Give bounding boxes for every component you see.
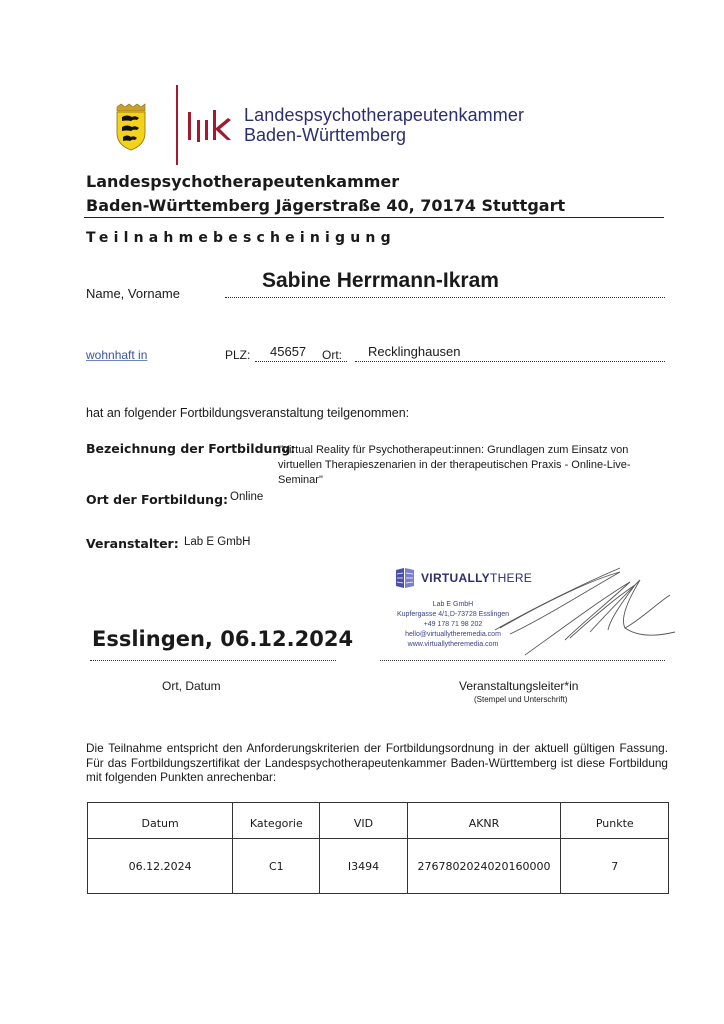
event-title: "Virtual Reality für Psychotherapeut:innen: Grundlagen zum Einsatz von virtuellen Therapieszenarien in der therapeutischen Praxis - Online-Live-Seminar" — [278, 444, 631, 486]
city-label: Ort: — [322, 348, 342, 362]
place-date-caption: Ort, Datum — [162, 679, 221, 693]
plz-label: PLZ: — [225, 348, 251, 362]
stamp-brand-light: THERE — [489, 571, 533, 585]
place-date: Esslingen, 06.12.2024 — [92, 627, 354, 651]
col-header-datum: Datum — [88, 803, 233, 839]
col-header-kategorie: Kategorie — [233, 803, 320, 839]
lpk-logo-icon — [186, 108, 234, 142]
name-label: Name, Vorname — [86, 286, 180, 301]
name-underline — [225, 297, 665, 298]
stamp-brand-bold: VIRTUALLY — [421, 571, 490, 585]
col-header-vid: VID — [320, 803, 407, 839]
stamp-email: hello@virtuallytheremedia.com — [405, 631, 501, 638]
stamp-website: www.virtuallytheremedia.com — [407, 641, 499, 648]
place-date-underline — [90, 660, 336, 661]
eligibility-notice: Die Teilnahme entspricht den Anforderungskriterien der Fortbildungsordnung in der aktuell gültigen Fassung. Für das Fortbildungszertifikat der Landespsychotherapeutenkammer Baden-Württemberg ist diese Fortbildung mit folgenden Punkten anrechenbar: — [86, 741, 668, 784]
signature-underline — [380, 660, 665, 661]
event-location: Online — [230, 491, 264, 503]
logo-text-line1: Landespsychotherapeutenkammer — [244, 105, 525, 125]
leader-caption: Veranstaltungsleiter*in — [459, 679, 579, 693]
participation-intro: hat an folgender Fortbildungsveranstaltung teilgenommen: — [86, 406, 410, 420]
leader-subcaption: (Stempel und Unterschrift) — [474, 695, 568, 704]
table-header-row — [88, 803, 669, 839]
points-table — [87, 802, 669, 894]
document-title: Teilnahmebescheinigung — [86, 230, 396, 246]
organizer-label: Veranstalter: — [86, 536, 179, 551]
stamp-address: Kupfergasse 4/1,D-73728 Esslingen — [396, 611, 510, 618]
participant-name: Sabine Herrmann-Ikram — [262, 269, 499, 292]
handwritten-signature — [470, 560, 680, 660]
coat-of-arms-icon — [113, 103, 149, 151]
city-underline — [355, 361, 665, 362]
plz-value: 45657 — [270, 344, 307, 359]
city-value: Recklinghausen — [368, 344, 461, 359]
org-name: Landespsychotherapeutenkammer — [86, 172, 400, 191]
table-row — [88, 839, 669, 894]
organizer-value: Lab E GmbH — [184, 536, 251, 548]
cell-punkte: 7 — [561, 839, 669, 894]
stamp-phone: +49 178 71 98 202 — [423, 621, 483, 628]
logo-text-line2: Baden-Württemberg — [244, 125, 407, 145]
col-header-punkte: Punkte — [561, 803, 669, 839]
residence-label: wohnhaft in — [86, 348, 148, 362]
col-header-aknr: AKNR — [407, 803, 561, 839]
event-title-label: Bezeichnung der Fortbildung: — [86, 441, 296, 456]
cell-kategorie: C1 — [233, 839, 320, 894]
org-address: Baden-Württemberg Jägerstraße 40, 70174 Stuttgart — [86, 196, 566, 215]
virtuallythere-logo-icon — [394, 566, 416, 590]
header-divider — [84, 217, 664, 218]
cell-aknr: 2767802024020160000 — [407, 839, 561, 894]
logo-divider — [176, 85, 178, 165]
cell-datum: 06.12.2024 — [88, 839, 233, 894]
stamp-company: Lab E GmbH — [432, 601, 474, 608]
event-location-label: Ort der Fortbildung: — [86, 492, 229, 507]
cell-vid: I3494 — [320, 839, 407, 894]
